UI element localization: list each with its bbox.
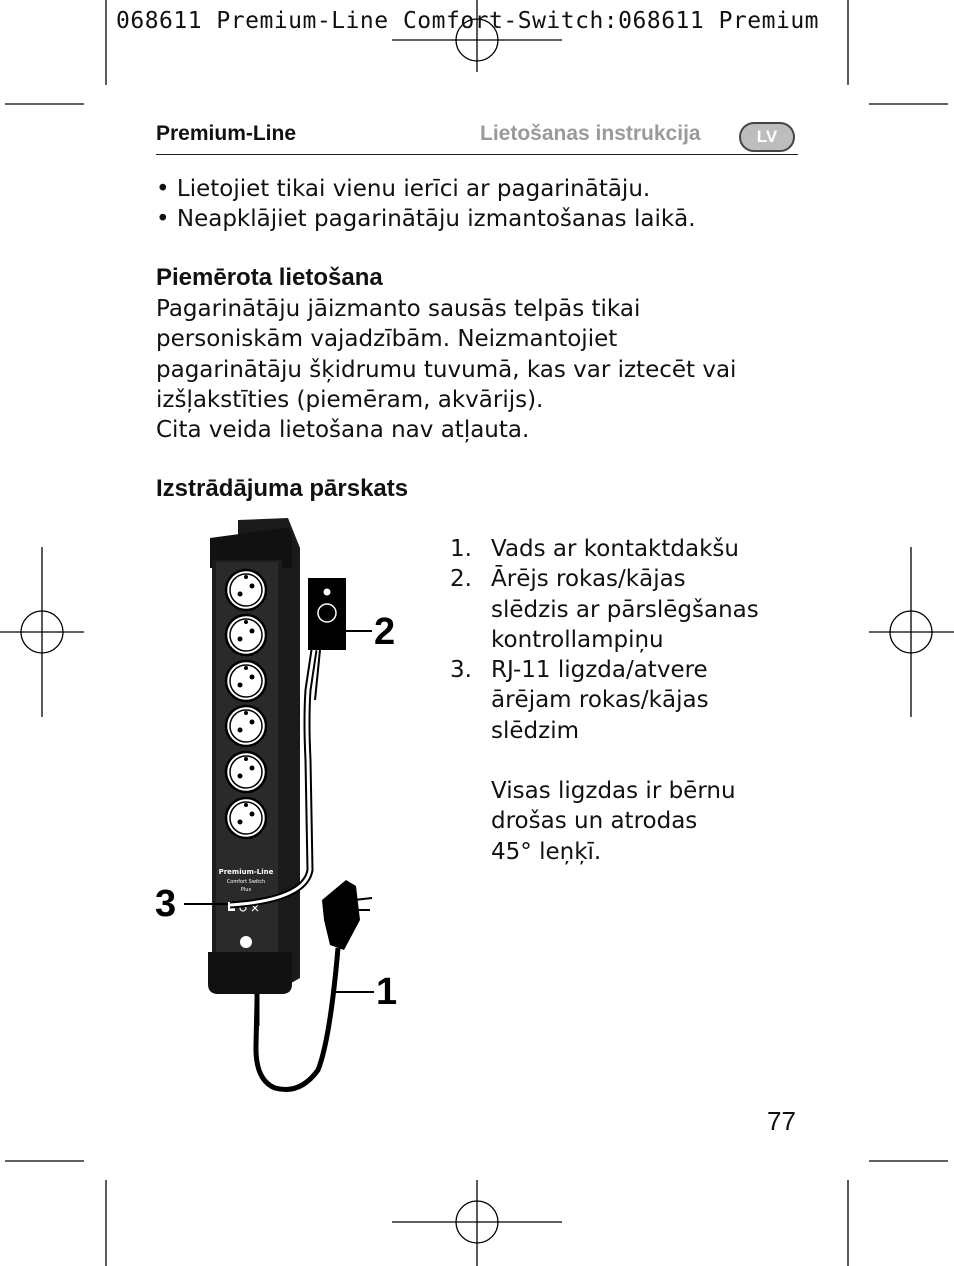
list-item-line: slēdzis ar pārslēgšanas xyxy=(491,596,759,623)
paragraph-line: Cita veida lietošana nav atļauta. xyxy=(156,417,530,444)
list-item-line: slēdzim xyxy=(491,717,579,744)
page-number: 77 xyxy=(767,1106,796,1136)
product-overview-heading: Izstrādājuma pārskats xyxy=(156,475,409,502)
callout-number: 3 xyxy=(155,883,177,925)
paragraph-line: personiskām vajadzībām. Neizmantojiet xyxy=(156,326,618,353)
socket xyxy=(226,752,266,792)
list-item-line: Ārējs rokas/kājas xyxy=(491,566,686,593)
paragraph-line: izšļakstīties (piemēram, akvārijs). xyxy=(156,386,544,413)
list-item-number: 1. xyxy=(450,536,472,562)
header-brand: Premium-Line xyxy=(156,122,297,145)
bullet-item: • Neapklājiet pagarinātāju izmantošanas laikā. xyxy=(156,206,696,233)
list-item-text xyxy=(491,534,739,564)
header-section-title: Lietošanas instrukcija xyxy=(480,122,701,145)
socket xyxy=(226,661,266,701)
list-item-line: Vads ar kontaktdakšu xyxy=(491,536,739,562)
socket xyxy=(226,706,266,746)
bullet-item: • Lietojiet tikai vienu ierīci ar pagarinātāju. xyxy=(156,176,651,202)
list-item-text xyxy=(491,655,709,746)
overview-list xyxy=(450,534,810,867)
list-item xyxy=(450,655,810,746)
print-slug-line: 068611 Premium-Line Comfort-Switch:068611 Premium xyxy=(116,8,820,34)
list-item xyxy=(450,534,810,564)
list-item-number: 2. xyxy=(450,566,472,593)
device-label-line: Comfort Switch xyxy=(226,879,266,885)
intended-use-paragraph xyxy=(156,294,796,445)
device-label-line: Premium-Line xyxy=(218,868,274,876)
socket xyxy=(226,615,266,655)
list-item-text xyxy=(491,564,759,655)
power-button xyxy=(240,936,252,948)
header-rule xyxy=(156,154,798,155)
list-item-line: ārējam rokas/kājas xyxy=(491,687,709,714)
list-item-number: 3. xyxy=(450,657,472,684)
paragraph-line: pagarinātāju šķidrumu tuvumā, kas var iztecēt vai xyxy=(156,356,737,383)
note-line: 45° leņķī. xyxy=(491,838,602,865)
child-safety-note xyxy=(491,776,810,867)
note-line: drošas un atrodas xyxy=(491,808,698,835)
callout-number: 1 xyxy=(376,971,398,1013)
language-badge: LV xyxy=(739,122,795,152)
list-item-line: RJ-11 ligzda/atvere xyxy=(491,657,708,684)
list-item-line: kontrollampiņu xyxy=(491,626,664,653)
note-line: Visas ligzdas ir bērnu xyxy=(491,778,736,805)
paragraph-line: Pagarinātāju jāizmanto sausās telpās tikai xyxy=(156,296,641,322)
device-label-line: Plus xyxy=(240,887,252,893)
strip-bottom-cap xyxy=(208,952,292,994)
callout-number: 2 xyxy=(374,611,396,653)
safety-bullets xyxy=(156,174,696,235)
list-item xyxy=(450,564,810,655)
socket xyxy=(226,798,266,838)
intended-use-heading: Piemērota lietošana xyxy=(156,264,383,291)
power-strip-illustration xyxy=(150,512,410,1097)
socket xyxy=(226,570,266,610)
power-plug xyxy=(322,880,360,950)
